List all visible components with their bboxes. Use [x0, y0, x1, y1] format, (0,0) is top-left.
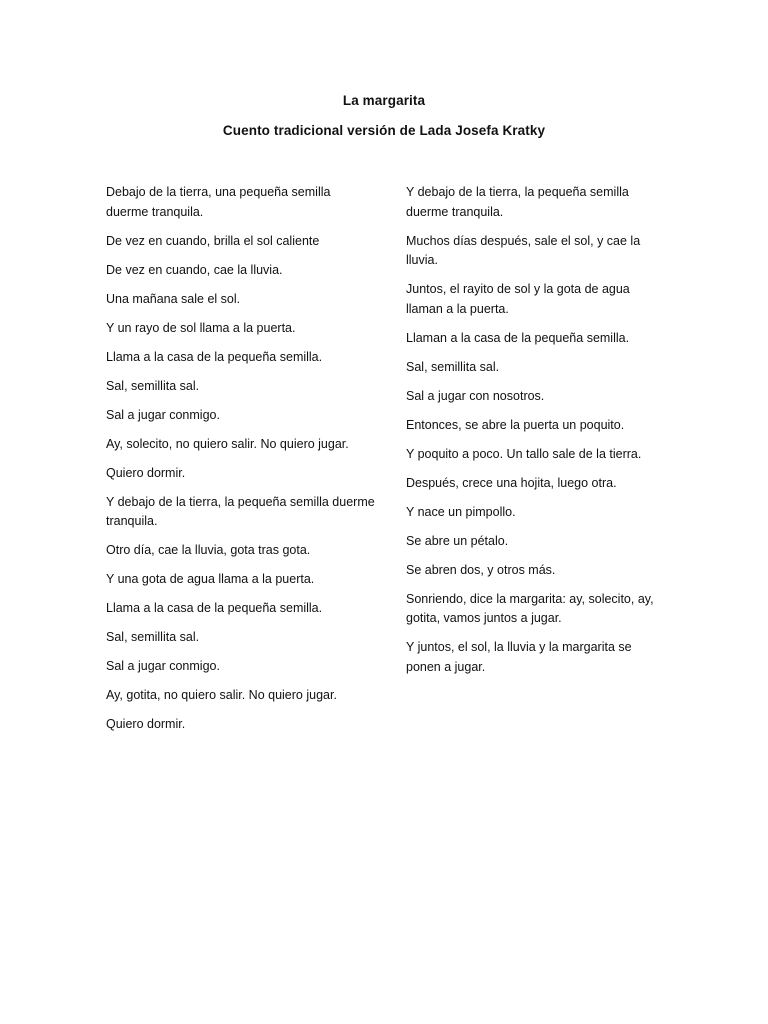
document-title: La margarita [342, 93, 426, 108]
story-paragraph: Ay, solecito, no quiero salir. No quiero jugar. [106, 436, 349, 451]
story-paragraph: Sal, semillita sal. [406, 359, 500, 374]
story-paragraph: Una mañana sale el sol. [106, 291, 241, 306]
story-paragraph: Ay, gotita, no quiero salir. No quiero jugar. [106, 688, 337, 702]
story-paragraph: Quiero dormir. [106, 717, 186, 731]
story-paragraph: Después, crece una hojita, luego otra. [406, 475, 617, 490]
document-subtitle: Cuento tradicional versión de Lada Josefa Kratky [222, 123, 546, 138]
story-paragraph: Otro día, cae la lluvia, gota tras gota. [106, 543, 311, 557]
story-paragraph: Se abren dos, y otros más. [406, 562, 556, 577]
right-column [406, 183, 668, 687]
story-paragraph: Llama a la casa de la pequeña semilla. [106, 349, 323, 364]
story-paragraph: Y un rayo de sol llama a la puerta. [106, 320, 296, 335]
story-paragraph: Quiero dormir. [106, 465, 186, 480]
story-paragraph: Juntos, el rayito de sol y la gota de agua llaman a la puerta. [406, 282, 630, 316]
left-column [106, 183, 376, 744]
story-paragraph: Sonriendo, dice la margarita: ay, solecito, ay, gotita, vamos juntos a jugar. [406, 591, 654, 625]
story-paragraph: Entonces, se abre la puerta un poquito. [406, 417, 625, 432]
story-paragraph: Llaman a la casa de la pequeña semilla. [406, 330, 630, 345]
story-paragraph: Se abre un pétalo. [406, 533, 509, 548]
story-paragraph: Sal, semillita sal. [106, 630, 200, 644]
story-paragraph: Muchos días después, sale el sol, y cae la lluvia. [406, 233, 641, 267]
story-paragraph: Y juntos, el sol, la lluvia y la margarita se ponen a jugar. [406, 640, 632, 674]
story-paragraph: Llama a la casa de la pequeña semilla. [106, 601, 323, 615]
story-paragraph: Y una gota de agua llama a la puerta. [106, 572, 315, 586]
story-paragraph: Y poquito a poco. Un tallo sale de la tierra. [406, 446, 642, 461]
story-paragraph: Y debajo de la tierra, la pequeña semilla duerme tranquila. [406, 185, 629, 219]
story-paragraph: Sal, semillita sal. [106, 378, 200, 393]
story-paragraph: Debajo de la tierra, una pequeña semilla duerme tranquila. [106, 185, 331, 219]
story-paragraph: Y debajo de la tierra, la pequeña semilla duerme tranquila. [106, 494, 375, 528]
story-paragraph: Sal a jugar conmigo. [106, 407, 220, 422]
story-paragraph: De vez en cuando, cae la lluvia. [106, 262, 283, 277]
story-paragraph: Sal a jugar con nosotros. [406, 388, 545, 403]
story-paragraph: De vez en cuando, brilla el sol caliente [106, 233, 320, 248]
story-paragraph: Sal a jugar conmigo. [106, 659, 220, 673]
story-paragraph: Y nace un pimpollo. [406, 504, 516, 519]
